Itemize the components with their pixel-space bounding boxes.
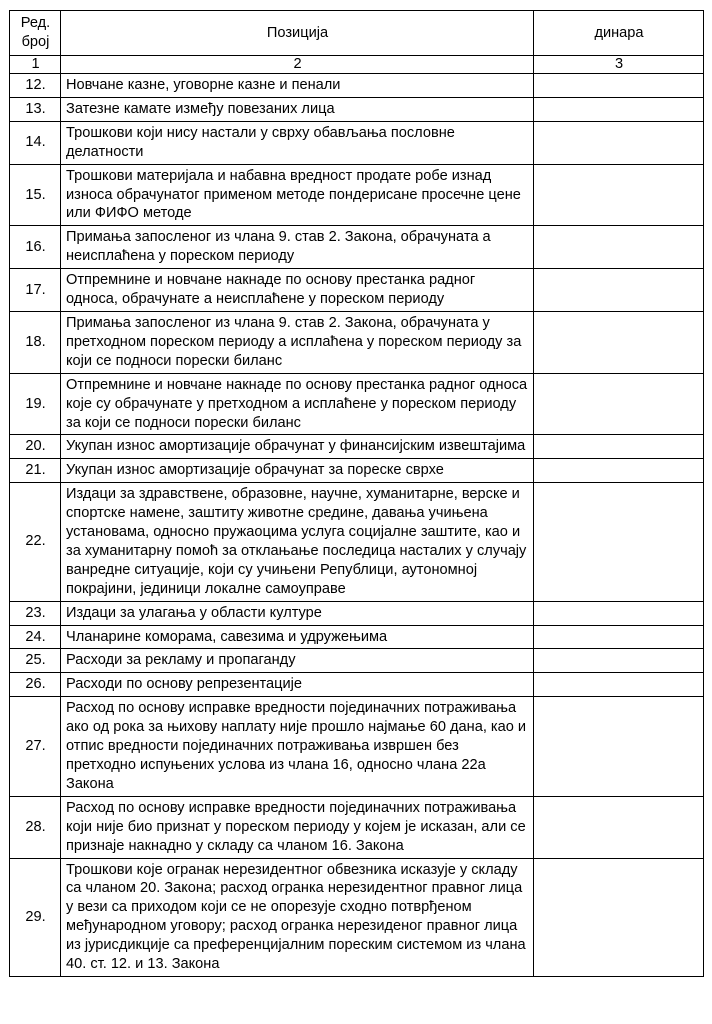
row-amount-cell[interactable] xyxy=(534,697,704,797)
table-row xyxy=(10,311,704,373)
header-row-number xyxy=(10,11,61,56)
row-position-text: Новчане казне, уговорне казне и пенали xyxy=(61,74,534,98)
table-row xyxy=(10,74,704,98)
row-amount-cell[interactable] xyxy=(534,796,704,858)
table-row xyxy=(10,858,704,976)
row-amount-cell[interactable] xyxy=(534,459,704,483)
row-amount-cell[interactable] xyxy=(534,435,704,459)
row-position-text: Укупан износ амортизације обрачунат у финансијским извештајима xyxy=(61,435,534,459)
row-number: 15. xyxy=(10,164,61,226)
table-row xyxy=(10,121,704,164)
row-number: 20. xyxy=(10,435,61,459)
tax-form-table xyxy=(9,10,704,977)
row-position-text: Примања запосленог из члана 9. став 2. Закона, обрачуната а неисплаћена у пореском периоду xyxy=(61,226,534,269)
column-index-row xyxy=(10,56,704,74)
row-amount-cell[interactable] xyxy=(534,97,704,121)
row-number: 14. xyxy=(10,121,61,164)
row-amount-cell[interactable] xyxy=(534,74,704,98)
table-row xyxy=(10,796,704,858)
row-amount-cell[interactable] xyxy=(534,483,704,601)
header-row xyxy=(10,11,704,56)
row-amount-cell[interactable] xyxy=(534,625,704,649)
table-row xyxy=(10,601,704,625)
row-amount-cell[interactable] xyxy=(534,269,704,312)
table-row xyxy=(10,269,704,312)
row-amount-cell[interactable] xyxy=(534,164,704,226)
row-position-text: Чланарине коморама, савезима и удружењима xyxy=(61,625,534,649)
row-amount-cell[interactable] xyxy=(534,601,704,625)
row-number: 13. xyxy=(10,97,61,121)
table-row xyxy=(10,625,704,649)
row-position-text: Издаци за улагања у области културе xyxy=(61,601,534,625)
table-row xyxy=(10,164,704,226)
row-number: 27. xyxy=(10,697,61,797)
row-position-text: Издаци за здравствене, образовне, научне, хуманитарне, верске и спортске намене, заштиту животне средине, давања учињена установама, односно пружаоцима услуга социјалне заштите, као и за хуманитарну помоћ за отклањање последица насталих у случају ванредне ситуације, који су учињени Републици, аутономној покрајини, јединици локалне самоуправе xyxy=(61,483,534,601)
row-amount-cell[interactable] xyxy=(534,858,704,976)
row-number: 16. xyxy=(10,226,61,269)
row-position-text: Трошкови које огранак нерезидентног обвезника исказује у складу са чланом 20. Закона; расход огранка нерезидентног правног лица у вези са приходом који се не опорезује сходно потврђеном међународном уговору; расход огранка нерезиденог правног лица из јурисдикције са преференцијалним пореским системом из члана 40. ст. 12. и 13. Закона xyxy=(61,858,534,976)
row-position-text: Затезне камате између повезаних лица xyxy=(61,97,534,121)
row-number: 26. xyxy=(10,673,61,697)
table-row xyxy=(10,373,704,435)
table-body xyxy=(10,74,704,977)
row-number: 23. xyxy=(10,601,61,625)
table-row xyxy=(10,697,704,797)
table-row xyxy=(10,435,704,459)
table-row xyxy=(10,483,704,601)
row-number: 24. xyxy=(10,625,61,649)
header-row-number-line2: број xyxy=(21,34,50,50)
table-row xyxy=(10,226,704,269)
row-position-text: Расходи по основу репрезентације xyxy=(61,673,534,697)
header-amount: динара xyxy=(534,11,704,56)
row-amount-cell[interactable] xyxy=(534,311,704,373)
row-amount-cell[interactable] xyxy=(534,649,704,673)
row-number: 17. xyxy=(10,269,61,312)
header-position: Позиција xyxy=(61,11,534,56)
row-number: 25. xyxy=(10,649,61,673)
header-row-number-line1: Ред. xyxy=(20,15,51,32)
row-number: 22. xyxy=(10,483,61,601)
column-index-2: 2 xyxy=(61,56,534,74)
row-position-text: Расходи за рекламу и пропаганду xyxy=(61,649,534,673)
row-amount-cell[interactable] xyxy=(534,121,704,164)
table-row xyxy=(10,97,704,121)
row-position-text: Трошкови материјала и набавна вредност продате робе изнад износа обрачунатог применом методе пондерисане просечне цене или ФИФО методе xyxy=(61,164,534,226)
row-amount-cell[interactable] xyxy=(534,673,704,697)
row-position-text: Укупан износ амортизације обрачунат за пореске сврхе xyxy=(61,459,534,483)
column-index-1: 1 xyxy=(10,56,61,74)
row-position-text: Отпремнине и новчане накнаде по основу престанка радног односа које су обрачунате у претходном а исплаћене у пореском периоду за који се подноси порески биланс xyxy=(61,373,534,435)
row-number: 29. xyxy=(10,858,61,976)
row-position-text: Отпремнине и новчане накнаде по основу престанка радног односа, обрачунате а неисплаћене у пореском периоду xyxy=(61,269,534,312)
row-position-text: Расход по основу исправке вредности појединачних потраживања ако од рока за њихову наплату није прошло најмање 60 дана, као и отпис вредности појединачних потраживања извршен без претходно испуњених услова из члана 16, односно члана 22а Закона xyxy=(61,697,534,797)
row-number: 28. xyxy=(10,796,61,858)
row-position-text: Трошкови који нису настали у сврху обављања пословне делатности xyxy=(61,121,534,164)
table-row xyxy=(10,649,704,673)
row-amount-cell[interactable] xyxy=(534,373,704,435)
row-position-text: Расход по основу исправке вредности појединачних потраживања који није био признат у пореском периоду у којем је исказан, али се признаје накнадно у складу са чланом 16. Закона xyxy=(61,796,534,858)
row-number: 18. xyxy=(10,311,61,373)
table-row xyxy=(10,459,704,483)
row-number: 21. xyxy=(10,459,61,483)
row-amount-cell[interactable] xyxy=(534,226,704,269)
row-position-text: Примања запосленог из члана 9. став 2. Закона, обрачуната у претходном пореском периоду а исплаћена у пореском периоду за који се подноси порески биланс xyxy=(61,311,534,373)
row-number: 19. xyxy=(10,373,61,435)
row-number: 12. xyxy=(10,74,61,98)
column-index-3: 3 xyxy=(534,56,704,74)
table-row xyxy=(10,673,704,697)
